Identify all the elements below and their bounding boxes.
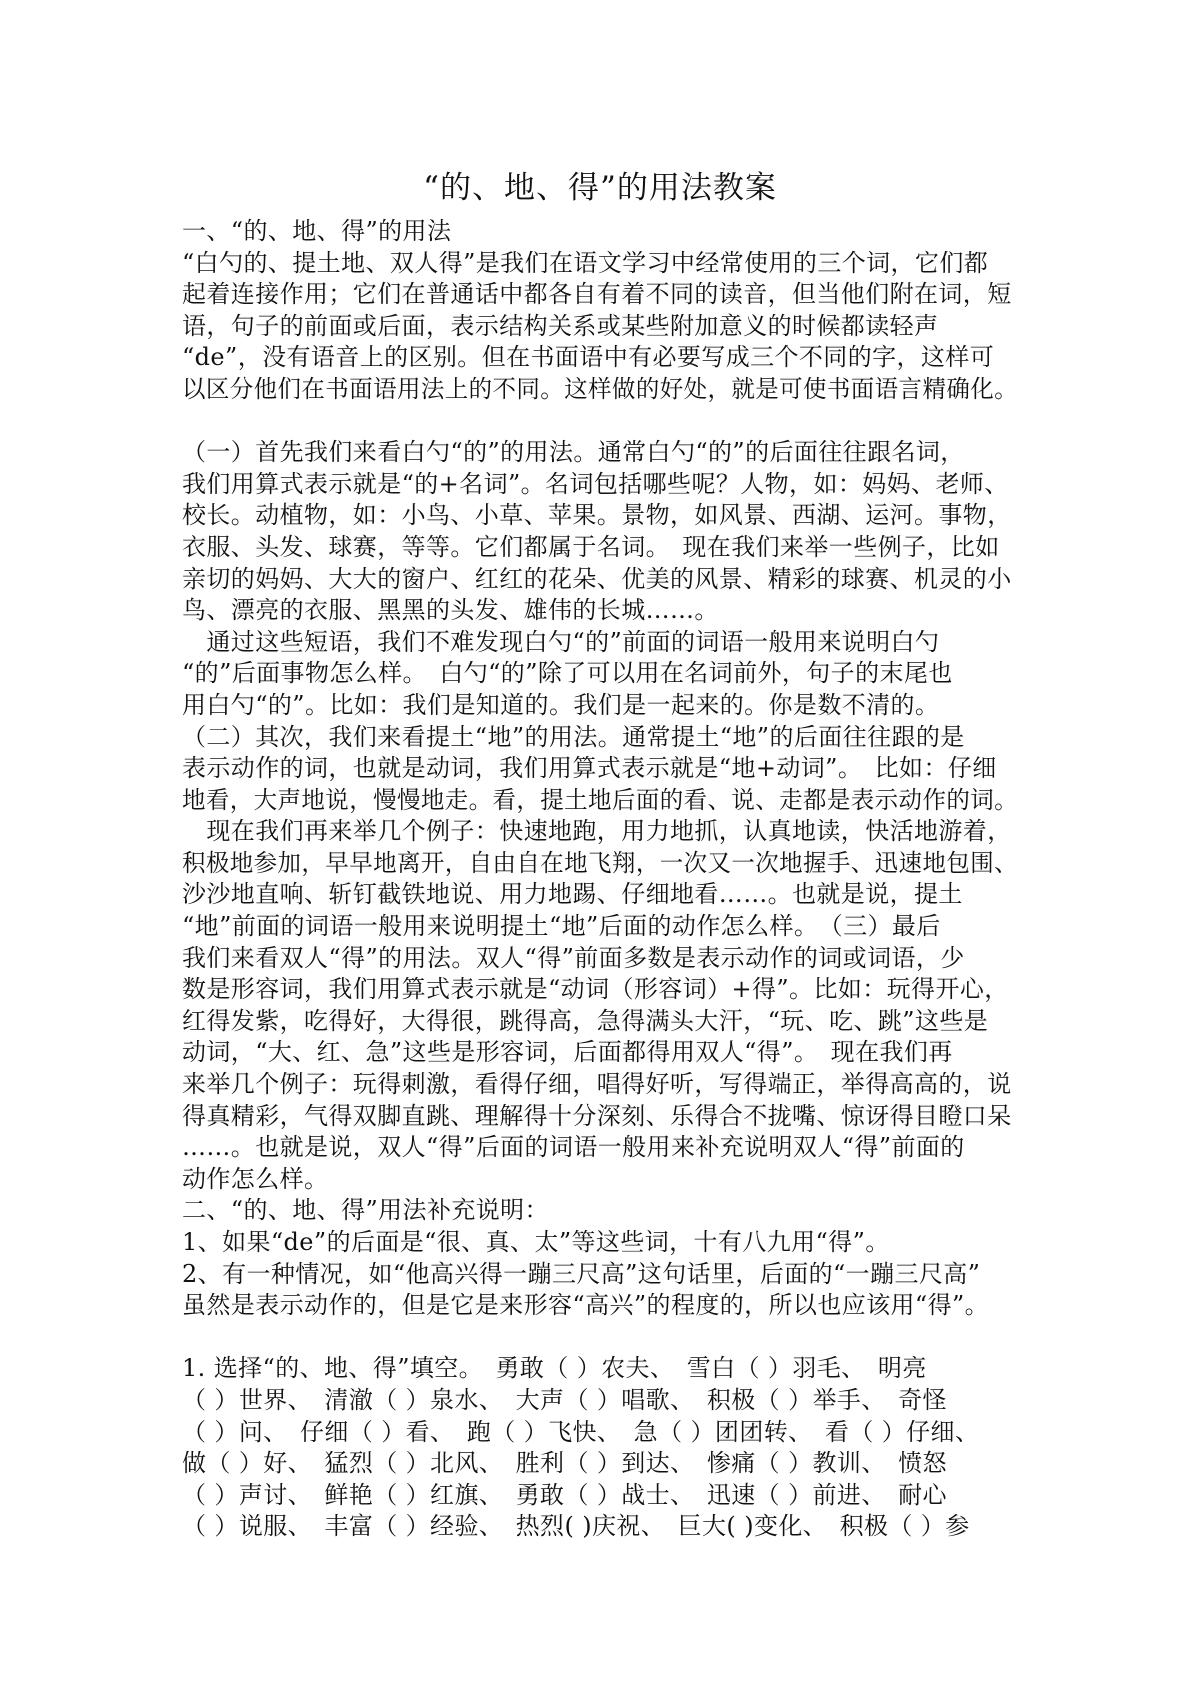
document-page — [182, 150, 1018, 1543]
text-line: （ ）说服、 丰富（ ）经验、 热烈( )庆祝、 巨大( )变化、 积极（ ）参 — [182, 1512, 970, 1541]
text-line: 语，句子的前面或后面，表示结构关系或某些附加意义的时候都读轻声 — [182, 311, 939, 340]
text-line: （ ）问、 仔细（ ）看、 跑（ ）飞快、 急（ ）团团转、 看（ ）仔细、 — [182, 1417, 980, 1446]
text-line: 动作怎么样。 — [182, 1164, 329, 1193]
text-line: 校长。动植物，如：小鸟、小草、苹果。景物，如风景、西湖、运河。事物， — [182, 501, 1012, 530]
text-line: 沙沙地直响、斩钉截铁地说、用力地踢、仔细地看……。也就是说，提土 — [182, 880, 963, 909]
text-line: 我们来看双人“得”的用法。双人“得”前面多数是表示动作的词或词语，少 — [182, 943, 965, 972]
document-body — [182, 216, 1018, 1543]
text-line: 用白勺“的”。比如：我们是知道的。我们是一起来的。你是数不清的。 — [182, 690, 940, 719]
text-line: 动词，“大、红、急”这些是形容词，后面都得用双人“得”。 现在我们再 — [182, 1038, 953, 1067]
text-line: 我们用算式表示就是“的+名词”。名词包括哪些呢？人物，如：妈妈、老师、 — [182, 469, 1009, 498]
text-line: “地”前面的词语一般用来说明提土“地”后面的动作怎么样。 （三）最后 — [182, 912, 941, 941]
text-line: 数是形容词，我们用算式表示就是“动词（形容词）+得”。比如：玩得开心， — [182, 975, 1009, 1004]
text-line: 1、如果“de”的后面是“很、真、太”等这些词，十有八九用“得”。 — [182, 1228, 890, 1256]
text-line: “de”，没有语音上的区别。但在书面语中有必要写成三个不同的字，这样可 — [182, 343, 995, 372]
text-line: （ ）世界、 清澈（ ）泉水、 大声（ ）唱歌、 积极（ ）举手、 奇怪 — [182, 1385, 947, 1414]
text-line: 一、“的、地、得”的用法 — [182, 217, 452, 245]
text-line: ……。也就是说，双人“得”后面的词语一般用来补充说明双人“得”前面的 — [182, 1133, 965, 1162]
text-line: 得真精彩，气得双脚直跳、理解得十分深刻、乐得合不拢嘴、惊讶得目瞪口呆 — [182, 1101, 1012, 1130]
text-line: （一）首先我们来看白勺“的”的用法。通常白勺“的”的后面往往跟名词， — [182, 438, 965, 467]
text-line: 衣服、头发、球赛，等等。它们都属于名词。 现在我们来举一些例子，比如 — [182, 532, 1000, 561]
text-line: 现在我们再来举几个例子：快速地跑，用力地抓，认真地读，快活地游着， — [182, 817, 1012, 846]
text-line: 红得发紫，吃得好，大得很，跳得高，急得满头大汗，“玩、吃、跳”这些是 — [182, 1006, 989, 1035]
document-title: “的、地、得”的用法教案 — [423, 170, 777, 206]
text-line: 表示动作的词，也就是动词，我们用算式表示就是“地+动词”。 比如：仔细 — [182, 754, 997, 783]
text-line: 起着连接作用；它们在普通话中都各自有着不同的读音，但当他们附在词，短 — [182, 280, 1012, 309]
text-line: 通过这些短语，我们不难发现白勺“的”前面的词语一般用来说明白勺 — [182, 627, 940, 656]
text-line: “的”后面事物怎么样。 白勺“的”除了可以用在名词前外，句子的末尾也 — [182, 659, 953, 688]
text-line: 2、有一种情况，如“他高兴得一蹦三尺高”这句话里，后面的“一蹦三尺高” — [182, 1259, 981, 1288]
text-line: （二）其次，我们来看提土“地”的用法。通常提土“地”的后面往往跟的是 — [182, 722, 965, 751]
text-line: 做（ ）好、 猛烈（ ）北风、 胜利（ ）到达、 惨痛（ ）教训、 愤怒 — [182, 1449, 947, 1478]
text-line: 地看，大声地说，慢慢地走。看，提土地后面的看、说、走都是表示动作的词。 — [182, 785, 1018, 814]
text-line: 虽然是表示动作的，但是它是来形容“高兴”的程度的，所以也应该用“得”。 — [182, 1291, 990, 1320]
text-line: 来举几个例子：玩得刺激，看得仔细，唱得好听，写得端正，举得高高的，说 — [182, 1070, 1012, 1099]
text-line: 亲切的妈妈、大大的窗户、红红的花朵、优美的风景、精彩的球赛、机灵的小 — [182, 564, 1012, 593]
text-line: 以区分他们在书面语用法上的不同。这样做的好处，就是可使书面语言精确化。 — [182, 374, 1018, 403]
text-line: （ ）声讨、 鲜艳（ ）红旗、 勇敢（ ）战士、 迅速（ ）前进、 耐心 — [182, 1480, 947, 1509]
text-line: 1. 选择“的、地、得”填空。 勇敢（ ）农夫、 雪白（ ）羽毛、 明亮 — [182, 1354, 927, 1383]
text-line: 二、“的、地、得”用法补充说明： — [182, 1196, 549, 1225]
blank-line — [182, 1322, 1018, 1354]
text-line: “白勺的、提土地、双人得”是我们在语文学习中经常使用的三个词，它们都 — [182, 248, 989, 277]
text-line: 鸟、漂亮的衣服、黑黑的头发、雄伟的长城……。 — [182, 596, 719, 625]
blank-line — [182, 406, 1018, 438]
text-line: 积极地参加，早早地离开，自由自在地飞翔，一次又一次地握手、迅速地包围、 — [182, 848, 1018, 877]
